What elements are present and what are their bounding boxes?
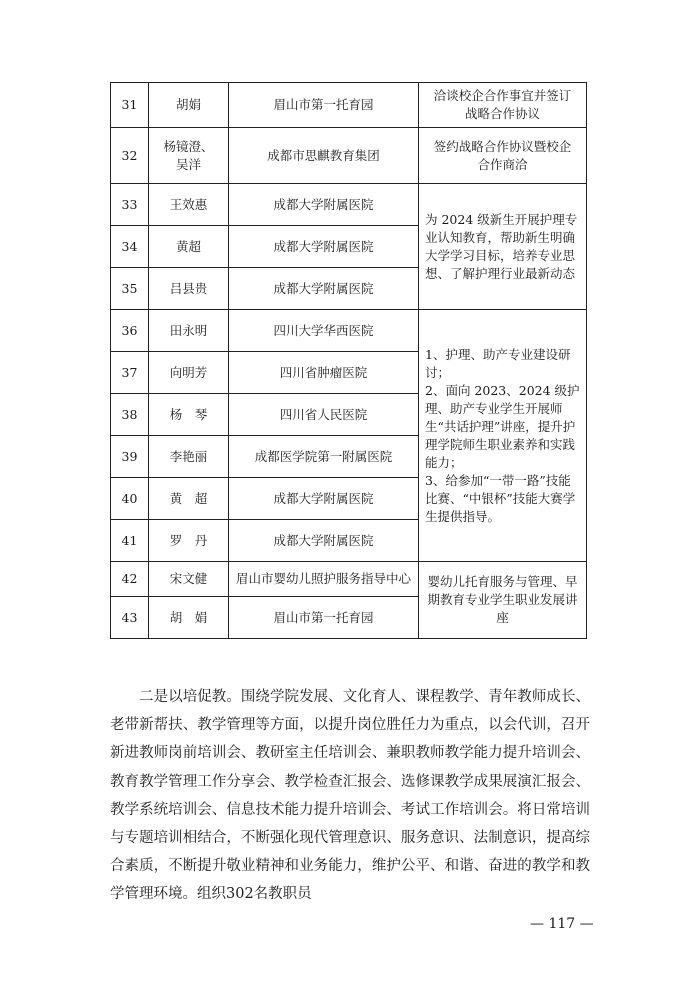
person-name: 宋文健 <box>149 562 229 597</box>
description-text: 1、护理、助产专业建设研讨； 2、面向 2023、2024 级护理、助产专业学生开展师生“共话护理”讲座，提升护理学院师生职业素养和实践能力； 3、给参加“一带一路”技能比赛、“中银杯”技能大赛学生提供指导。 <box>425 346 580 524</box>
activity-description <box>419 310 587 562</box>
organization: 成都大学附属医院 <box>229 268 419 310</box>
organization: 成都医学院第一附属医院 <box>229 436 419 478</box>
page-number: — 117 — <box>530 916 594 932</box>
activity-description <box>419 128 587 184</box>
description-text: 签约战略合作协议暨校企 合作商洽 <box>433 138 572 172</box>
body-paragraph <box>110 683 590 909</box>
organization: 四川省人民医院 <box>229 394 419 436</box>
organization: 眉山市第一托育园 <box>229 83 419 128</box>
table-row <box>111 184 587 226</box>
organization: 眉山市婴幼儿照护服务指导中心 <box>229 562 419 597</box>
person-name: 黄超 <box>149 226 229 268</box>
organization: 成都大学附属医院 <box>229 184 419 226</box>
person-name: 胡娟 <box>149 83 229 128</box>
description-text: 洽谈校企合作事宜并签订 战略合作协议 <box>433 88 572 121</box>
person-name: 向明芳 <box>149 352 229 394</box>
person-name: 胡 娟 <box>149 597 229 639</box>
table-row <box>111 128 587 184</box>
row-number: 31 <box>111 83 149 128</box>
organization: 四川省肿瘤医院 <box>229 352 419 394</box>
person-name: 王效惠 <box>149 184 229 226</box>
row-number: 35 <box>111 268 149 310</box>
person-name: 吕县贵 <box>149 268 229 310</box>
row-number: 43 <box>111 597 149 639</box>
row-number: 34 <box>111 226 149 268</box>
table-row <box>111 83 587 128</box>
row-number: 41 <box>111 520 149 562</box>
activity-description <box>419 83 587 128</box>
row-number: 38 <box>111 394 149 436</box>
organization: 眉山市第一托育园 <box>229 597 419 639</box>
row-number: 32 <box>111 128 149 184</box>
activity-description <box>419 184 587 310</box>
personnel-table <box>110 82 587 639</box>
row-number: 33 <box>111 184 149 226</box>
person-name: 黄 超 <box>149 478 229 520</box>
row-number: 39 <box>111 436 149 478</box>
organization: 成都大学附属医院 <box>229 478 419 520</box>
person-name: 李艳丽 <box>149 436 229 478</box>
organization: 成都大学附属医院 <box>229 520 419 562</box>
organization: 成都大学附属医院 <box>229 226 419 268</box>
person-name: 罗 丹 <box>149 520 229 562</box>
person-name: 杨镜澄、 吴洋 <box>149 128 229 184</box>
description-text: 婴幼儿托育服务与管理、早期教育专业学生职业发展讲座 <box>427 574 578 625</box>
person-name: 杨 琴 <box>149 394 229 436</box>
table-row <box>111 562 587 597</box>
organization: 成都市思麒教育集团 <box>229 128 419 184</box>
description-text: 为 2024 级新生开展护理专业认知教育，帮助新生明确大学学习目标，培养专业思想、了解护理行业最新动态 <box>425 211 578 281</box>
row-number: 40 <box>111 478 149 520</box>
row-number: 36 <box>111 310 149 352</box>
organization: 四川大学华西医院 <box>229 310 419 352</box>
table-row <box>111 310 587 352</box>
row-number: 42 <box>111 562 149 597</box>
person-name: 田永明 <box>149 310 229 352</box>
paragraph-text: 二是以培促教。围绕学院发展、文化育人、课程教学、青年教师成长、老带新帮扶、教学管理等方面，以提升岗位胜任力为重点，以会代训，召开新进教师岗前培训会、教研室主任培训会、兼职教师教学能力提升培训会、教育教学管理工作分享会、教学检查汇报会、选修课教学成果展演汇报会、教学系统培训会、信息技术能力提升培训会、考试工作培训会。将日常培训与专题培训相结合，不断强化现代管理意识、服务意识、法制意识，提高综合素质，不断提升敬业精神和业务能力，维护公平、和谐、奋进的教学和教学管理环境。组织302名教职员 <box>110 689 590 903</box>
row-number: 37 <box>111 352 149 394</box>
activity-description <box>419 562 587 639</box>
